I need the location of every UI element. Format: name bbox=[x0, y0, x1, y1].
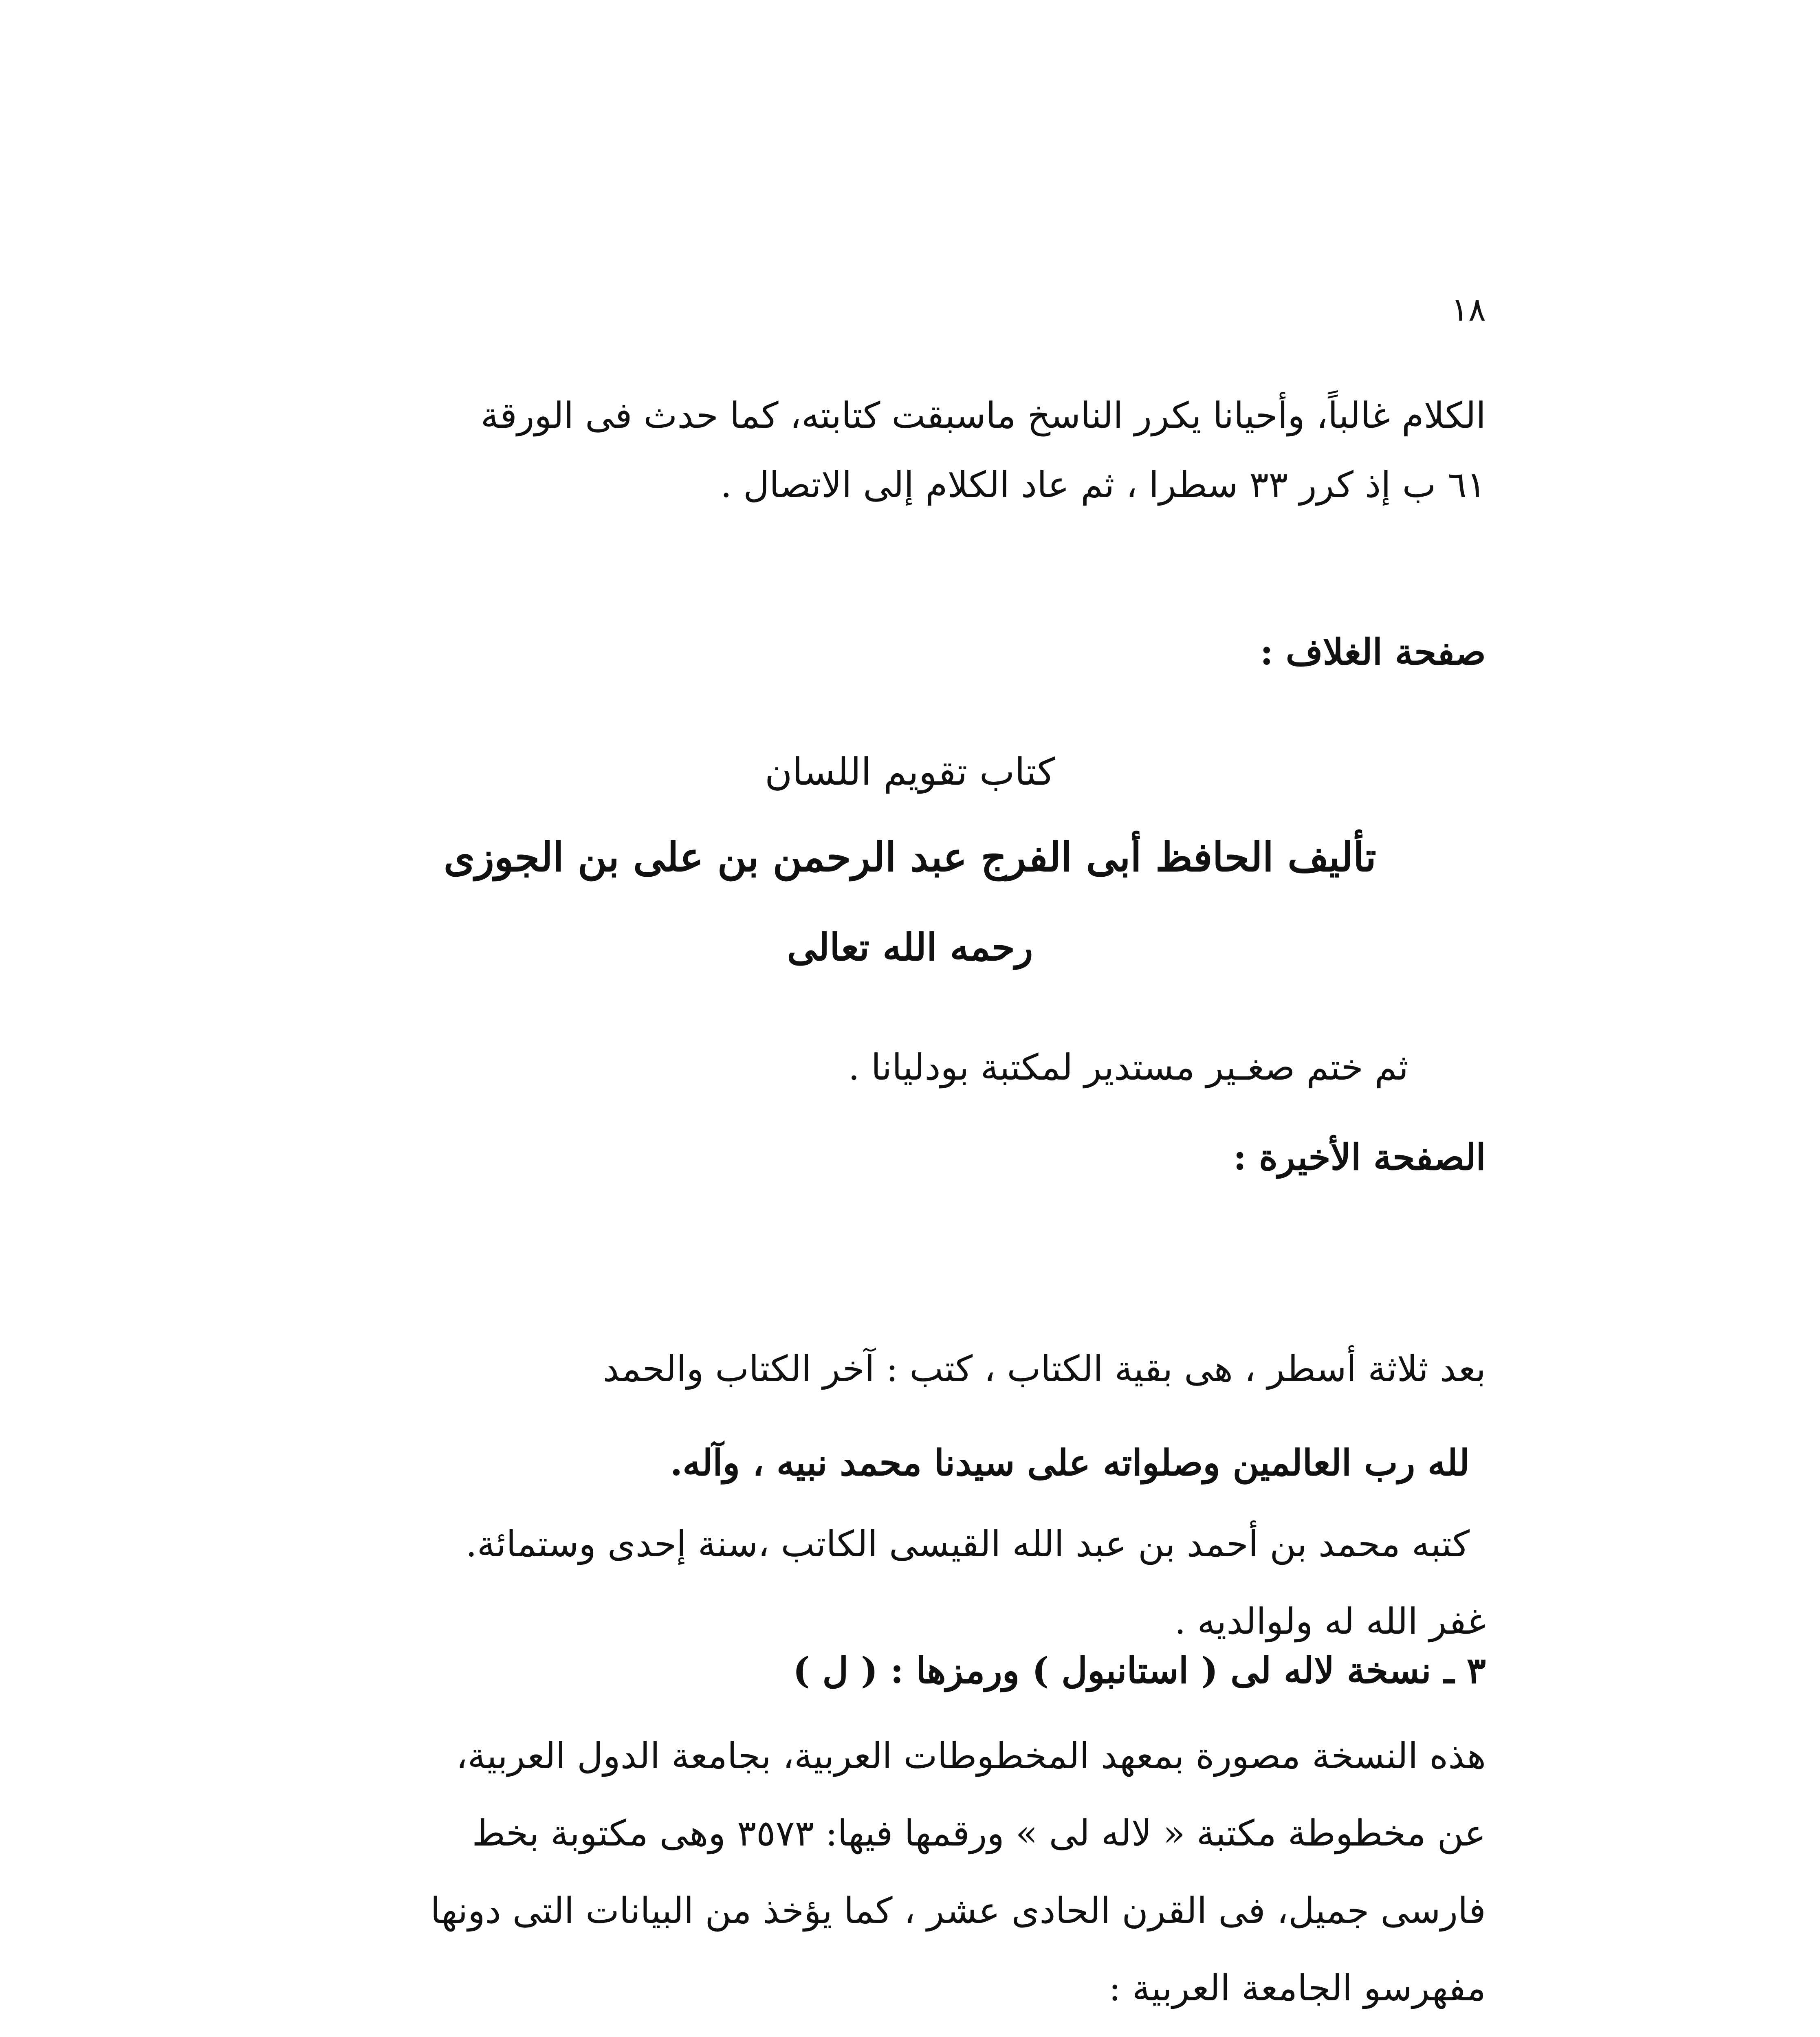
cover-heading: صفحة الغلاف : bbox=[1260, 631, 1486, 673]
intro-paragraph bbox=[334, 391, 1486, 513]
section3-paragraph-1 bbox=[334, 1731, 1486, 2037]
last-page-line-2: لله رب العالمين وصلواته على سيدنا محمد نبيه ، وآله. bbox=[670, 1441, 1470, 1484]
last-page-heading: الصفحة الأخيرة : bbox=[1233, 1136, 1486, 1178]
section3-para1-line-1: هذه النسخة مصورة بمعهد المخطوطات العربية، بجامعة الدول العربية، bbox=[456, 1735, 1486, 1777]
seal-note: ثم ختم صغـير مستدير لمكتبة بودليانا . bbox=[848, 1046, 1408, 1088]
section3-para1-line-2: عن مخطوطة مكتبة « لاله لى » ورقمها فيها: ٣٥٧٣ وهى مكتوبة بخط bbox=[472, 1812, 1486, 1854]
last-page-line-3: كتبه محمد بن أحمد بن عبد الله القيسى الكاتب ،سنة إحدى وستمائة. bbox=[465, 1523, 1470, 1565]
intro-line-2: ٦١ ب إذ كرر ٣٣ سطرا ، ثم عاد الكلام إلى الاتصال . bbox=[720, 464, 1486, 506]
last-page-line-1: بعد ثلاثة أسطر ، هى بقية الكتاب ، كتب : آخر الكتاب والحمد bbox=[603, 1348, 1486, 1390]
cover-section bbox=[334, 627, 1486, 684]
section3-para1-line-4: مفهرسو الجامعة العربية : bbox=[1109, 1967, 1486, 2009]
last-page-line-4: غفر الله له ولوالديه . bbox=[1174, 1600, 1486, 1642]
page-number: ١٨ bbox=[1451, 290, 1486, 328]
section3-heading-block bbox=[334, 1646, 1486, 1703]
section3-para1-line-3: فارسى جميل، فى القرن الحادى عشر ، كما يؤخذ من البيانات التى دونها bbox=[430, 1890, 1486, 1931]
last-page-heading-block bbox=[334, 1133, 1486, 1190]
intro-line-1: الكلام غالباً، وأحيانا يكرر الناسخ ماسبقت كتابته، كما حدث فى الورقة bbox=[480, 394, 1486, 436]
seal-note-block bbox=[334, 1043, 1486, 1100]
cover-title-line-2: تأليف الحافظ أبى الفرج عبد الرحمن بن على بن الجوزى bbox=[443, 834, 1377, 881]
cover-title-line-1: كتاب تقويم اللسان bbox=[765, 750, 1055, 794]
last-page-content bbox=[334, 1344, 1486, 1793]
cover-title-line-3: رحمه الله تعالى bbox=[787, 925, 1033, 969]
section3-heading: ٣ ـ نسخة لاله لى ( استانبول ) ورمزها : ( ل ) bbox=[793, 1649, 1486, 1692]
